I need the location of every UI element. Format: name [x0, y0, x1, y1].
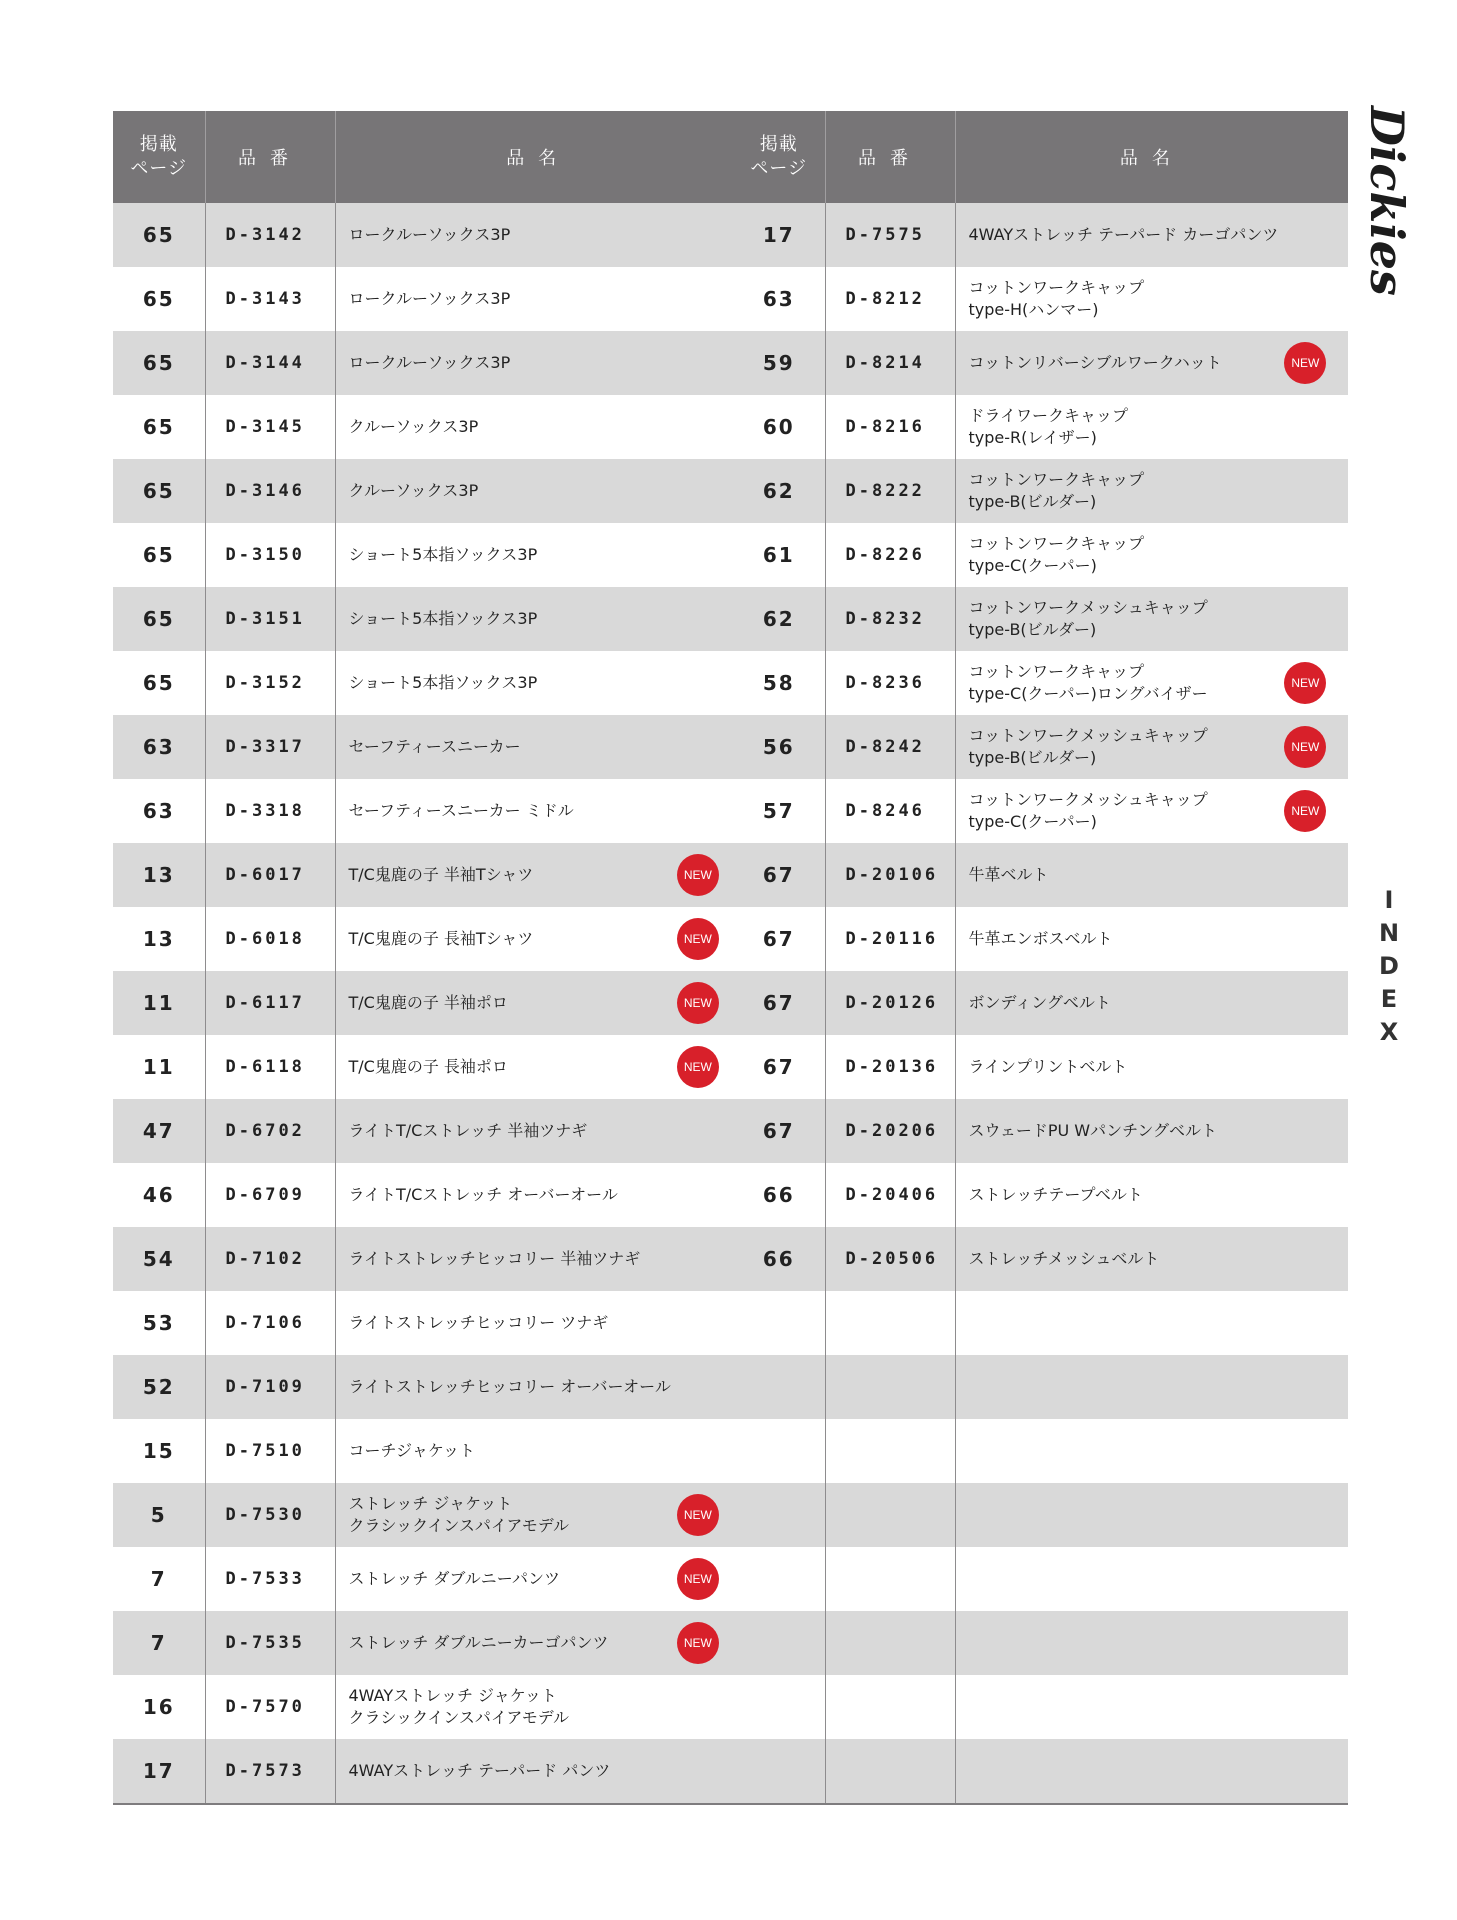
page-number-cell: 54	[113, 1227, 205, 1291]
index-table-right	[733, 111, 1348, 1805]
new-badge: NEW	[677, 1622, 719, 1664]
product-code-cell: D-20126	[825, 971, 955, 1035]
page-number-cell: 7	[113, 1611, 205, 1675]
product-code-cell: D-8246	[825, 779, 955, 843]
product-name-cell	[955, 1163, 1348, 1227]
product-name-line: type-C(クーパー)	[968, 812, 1097, 831]
product-name-cell	[955, 203, 1348, 267]
product-name-line: ロークルーソックス3P	[348, 289, 511, 308]
table-row	[733, 1035, 1348, 1099]
product-name-cell	[955, 1675, 1348, 1739]
product-name-cell	[955, 1291, 1348, 1355]
product-name-cell	[335, 1099, 741, 1163]
product-name-line: type-H(ハンマー)	[968, 300, 1099, 319]
product-code-cell	[825, 1611, 955, 1675]
product-name-cell	[335, 651, 741, 715]
table-row	[733, 1483, 1348, 1547]
table-row	[113, 331, 741, 395]
product-name-line: コットンワークキャップ	[968, 278, 1145, 297]
product-name-cell	[955, 395, 1348, 459]
product-name-line: T/C鬼鹿の子 半袖ポロ	[348, 993, 508, 1012]
product-name-cell	[335, 331, 741, 395]
new-badge: NEW	[677, 1494, 719, 1536]
product-code-cell: D-3152	[205, 651, 335, 715]
page-number-cell: 67	[733, 843, 825, 907]
page-number-cell: 46	[113, 1163, 205, 1227]
table-row	[113, 715, 741, 779]
new-badge: NEW	[1284, 790, 1326, 832]
product-name-cell	[955, 1035, 1348, 1099]
table-row	[113, 523, 741, 587]
page-number-cell: 65	[113, 331, 205, 395]
product-code-cell: D-8214	[825, 331, 955, 395]
table-row	[113, 1611, 741, 1675]
product-name-line: ライトT/Cストレッチ 半袖ツナギ	[348, 1121, 588, 1140]
product-name-cell	[335, 843, 741, 907]
header-code: 品番	[825, 111, 955, 203]
product-name-line: type-R(レイザー)	[968, 428, 1097, 447]
product-code-cell: D-7575	[825, 203, 955, 267]
table-row	[113, 1675, 741, 1739]
new-badge: NEW	[677, 1558, 719, 1600]
product-code-cell: D-6709	[205, 1163, 335, 1227]
logo-text: Dickies	[1360, 106, 1414, 296]
page-number-cell: 11	[113, 1035, 205, 1099]
page-number-cell: 56	[733, 715, 825, 779]
header-page-line1: 掲載	[759, 134, 798, 155]
table-row	[113, 1355, 741, 1419]
product-name-cell	[335, 1547, 741, 1611]
product-code-cell: D-3317	[205, 715, 335, 779]
product-name-line: T/C鬼鹿の子 半袖Tシャツ	[348, 865, 534, 884]
table-row	[733, 1163, 1348, 1227]
product-name-line: セーフティースニーカー	[348, 737, 521, 756]
header-page-line2: ページ	[750, 158, 808, 179]
product-code-cell: D-8226	[825, 523, 955, 587]
side-index-letter: E	[1380, 985, 1398, 1013]
page-number-cell: 62	[733, 459, 825, 523]
table-row	[733, 331, 1348, 395]
product-name-line: スウェードPU Wパンチングベルト	[968, 1121, 1218, 1140]
table-row	[733, 1547, 1348, 1611]
page-number-cell: 67	[733, 1099, 825, 1163]
page-number-cell: 65	[113, 523, 205, 587]
table-row	[733, 1227, 1348, 1291]
product-name-line: コーチジャケット	[348, 1441, 476, 1460]
product-name-line: ストレッチ ダブルニーカーゴパンツ	[348, 1633, 609, 1652]
product-name-cell	[335, 267, 741, 331]
table-row	[733, 523, 1348, 587]
table-row	[733, 267, 1348, 331]
product-name-cell	[335, 523, 741, 587]
dickies-logo	[1349, 100, 1429, 300]
product-name-line: クルーソックス3P	[348, 417, 479, 436]
product-name-cell	[335, 1419, 741, 1483]
product-name-line: type-C(クーパー)	[968, 556, 1097, 575]
table-row	[733, 1419, 1348, 1483]
page-number-cell: 7	[113, 1547, 205, 1611]
page-number-cell	[733, 1739, 825, 1804]
page-number-cell	[733, 1419, 825, 1483]
table-body-right	[733, 203, 1348, 1804]
product-code-cell: D-20106	[825, 843, 955, 907]
table-body-left	[113, 203, 741, 1804]
page-number-cell: 66	[733, 1227, 825, 1291]
product-code-cell: D-6017	[205, 843, 335, 907]
table-row	[733, 1611, 1348, 1675]
table-row	[113, 1035, 741, 1099]
product-name-line: T/C鬼鹿の子 長袖ポロ	[348, 1057, 508, 1076]
product-name-cell	[955, 907, 1348, 971]
product-name-line: ラインプリントベルト	[968, 1057, 1128, 1076]
product-name-cell	[955, 843, 1348, 907]
page-number-cell: 65	[113, 203, 205, 267]
product-name-cell	[335, 1739, 741, 1804]
table-row	[113, 203, 741, 267]
page-number-cell: 53	[113, 1291, 205, 1355]
product-code-cell: D-7570	[205, 1675, 335, 1739]
product-code-cell: D-7535	[205, 1611, 335, 1675]
product-name-line: T/C鬼鹿の子 長袖Tシャツ	[348, 929, 534, 948]
product-name-cell	[335, 715, 741, 779]
page-number-cell	[733, 1355, 825, 1419]
product-name-line: 牛革ベルト	[968, 865, 1049, 884]
table-row	[113, 459, 741, 523]
table-row	[733, 779, 1348, 843]
table-row	[733, 459, 1348, 523]
product-code-cell: D-6118	[205, 1035, 335, 1099]
header-page	[113, 111, 205, 203]
table-row	[113, 587, 741, 651]
product-name-cell	[955, 1099, 1348, 1163]
product-name-line: ショート5本指ソックス3P	[348, 609, 538, 628]
table-row	[733, 1291, 1348, 1355]
page-number-cell: 61	[733, 523, 825, 587]
product-code-cell	[825, 1355, 955, 1419]
header-page-line2: ページ	[130, 158, 188, 179]
product-name-line: クラシックインスパイアモデル	[348, 1516, 569, 1535]
product-code-cell: D-8216	[825, 395, 955, 459]
product-code-cell: D-7533	[205, 1547, 335, 1611]
product-name-cell	[335, 459, 741, 523]
table-row	[733, 1099, 1348, 1163]
new-badge: NEW	[677, 918, 719, 960]
product-name-line: セーフティースニーカー ミドル	[348, 801, 574, 820]
product-code-cell	[825, 1291, 955, 1355]
page-number-cell	[733, 1291, 825, 1355]
product-name-line: コットンワークキャップ	[968, 662, 1145, 681]
product-code-cell: D-20136	[825, 1035, 955, 1099]
product-name-line: コットンリバーシブルワークハット	[968, 353, 1222, 372]
product-code-cell: D-3143	[205, 267, 335, 331]
product-name-cell	[955, 1739, 1348, 1804]
product-name-cell	[335, 1675, 741, 1739]
product-code-cell: D-20116	[825, 907, 955, 971]
side-index-label	[1369, 884, 1409, 1049]
table-row	[733, 907, 1348, 971]
product-name-line: ライトストレッチヒッコリー ツナギ	[348, 1313, 609, 1332]
table-row	[733, 651, 1348, 715]
page-number-cell: 59	[733, 331, 825, 395]
product-name-cell	[335, 1227, 741, 1291]
table-row	[733, 395, 1348, 459]
page-number-cell: 66	[733, 1163, 825, 1227]
header-name: 品名	[955, 111, 1348, 203]
page-number-cell: 63	[113, 779, 205, 843]
product-name-line: コットンワークメッシュキャップ	[968, 790, 1208, 809]
product-name-line: ショート5本指ソックス3P	[348, 545, 538, 564]
table-row	[733, 1675, 1348, 1739]
product-name-cell	[335, 1611, 741, 1675]
side-index-letter: X	[1379, 1018, 1399, 1046]
product-name-cell	[955, 587, 1348, 651]
product-name-cell	[335, 1163, 741, 1227]
table-row	[733, 1739, 1348, 1804]
product-name-line: 牛革エンボスベルト	[968, 929, 1113, 948]
page-number-cell	[733, 1547, 825, 1611]
page-number-cell: 15	[113, 1419, 205, 1483]
product-name-cell	[955, 715, 1348, 779]
product-name-line: クルーソックス3P	[348, 481, 479, 500]
product-code-cell: D-3146	[205, 459, 335, 523]
product-name-line: クラシックインスパイアモデル	[348, 1708, 569, 1727]
product-name-cell	[335, 971, 741, 1035]
product-name-cell	[335, 779, 741, 843]
product-code-cell	[825, 1547, 955, 1611]
page-number-cell: 65	[113, 459, 205, 523]
table-row	[113, 651, 741, 715]
side-index-letter: N	[1378, 919, 1400, 947]
product-name-line: type-B(ビルダー)	[968, 748, 1097, 767]
table-row	[113, 1483, 741, 1547]
product-name-line: 4WAYストレッチ テーパード カーゴパンツ	[968, 225, 1279, 244]
product-code-cell: D-8212	[825, 267, 955, 331]
product-name-cell	[335, 395, 741, 459]
product-code-cell: D-20506	[825, 1227, 955, 1291]
product-name-line: ロークルーソックス3P	[348, 225, 511, 244]
page-number-cell: 67	[733, 907, 825, 971]
new-badge: NEW	[677, 982, 719, 1024]
page-number-cell: 52	[113, 1355, 205, 1419]
product-name-line: ドライワークキャップ	[968, 406, 1129, 425]
table-row	[113, 395, 741, 459]
product-name-line: type-B(ビルダー)	[968, 492, 1097, 511]
header-page	[733, 111, 825, 203]
product-name-line: ショート5本指ソックス3P	[348, 673, 538, 692]
new-badge: NEW	[1284, 726, 1326, 768]
product-name-line: 4WAYストレッチ テーパード パンツ	[348, 1761, 611, 1780]
page-number-cell: 47	[113, 1099, 205, 1163]
table-header-row	[733, 111, 1348, 203]
product-name-cell	[335, 1483, 741, 1547]
table-row	[733, 587, 1348, 651]
product-name-cell	[955, 1547, 1348, 1611]
page-number-cell: 67	[733, 971, 825, 1035]
product-name-line: ストレッチ ダブルニーパンツ	[348, 1569, 560, 1588]
product-name-line: ボンディングベルト	[968, 993, 1111, 1012]
product-name-line: type-C(クーパー)ロングバイザー	[968, 684, 1208, 703]
index-table-left	[113, 111, 741, 1805]
product-code-cell: D-7530	[205, 1483, 335, 1547]
page-number-cell: 60	[733, 395, 825, 459]
product-code-cell	[825, 1675, 955, 1739]
table-row	[733, 1355, 1348, 1419]
product-code-cell: D-6117	[205, 971, 335, 1035]
table-row	[113, 1419, 741, 1483]
product-code-cell: D-7109	[205, 1355, 335, 1419]
page-number-cell: 65	[113, 651, 205, 715]
page-number-cell: 65	[113, 267, 205, 331]
table-row	[113, 843, 741, 907]
product-name-cell	[955, 1227, 1348, 1291]
product-name-cell	[335, 1291, 741, 1355]
product-name-cell	[955, 1419, 1348, 1483]
product-name-cell	[335, 907, 741, 971]
product-name-cell	[955, 331, 1348, 395]
table-row	[733, 715, 1348, 779]
header-code: 品番	[205, 111, 335, 203]
page-number-cell: 67	[733, 1035, 825, 1099]
new-badge: NEW	[677, 854, 719, 896]
product-name-line: ストレッチ ジャケット	[348, 1494, 513, 1513]
page-number-cell: 13	[113, 843, 205, 907]
product-code-cell: D-3318	[205, 779, 335, 843]
new-badge: NEW	[1284, 662, 1326, 704]
side-index-letter: D	[1379, 952, 1399, 980]
product-name-cell	[955, 1355, 1348, 1419]
product-name-cell	[955, 523, 1348, 587]
table-row	[113, 1099, 741, 1163]
page-number-cell: 63	[113, 715, 205, 779]
page-number-cell: 17	[113, 1739, 205, 1804]
table-row	[113, 1163, 741, 1227]
product-name-line: ライトストレッチヒッコリー オーバーオール	[348, 1377, 671, 1396]
product-name-line: ストレッチテープベルト	[968, 1185, 1143, 1204]
table-row	[733, 971, 1348, 1035]
product-name-line: ロークルーソックス3P	[348, 353, 511, 372]
page-number-cell: 13	[113, 907, 205, 971]
product-name-line: コットンワークメッシュキャップ	[968, 598, 1208, 617]
product-name-cell	[335, 1355, 741, 1419]
product-code-cell: D-7106	[205, 1291, 335, 1355]
product-code-cell	[825, 1739, 955, 1804]
product-name-cell	[335, 203, 741, 267]
product-name-line: type-B(ビルダー)	[968, 620, 1097, 639]
product-name-cell	[335, 587, 741, 651]
table-row	[113, 779, 741, 843]
table-row	[733, 843, 1348, 907]
page-number-cell: 11	[113, 971, 205, 1035]
product-code-cell: D-8242	[825, 715, 955, 779]
product-code-cell: D-7573	[205, 1739, 335, 1804]
product-name-cell	[955, 459, 1348, 523]
product-code-cell: D-3142	[205, 203, 335, 267]
page-number-cell: 5	[113, 1483, 205, 1547]
product-name-line: ライトT/Cストレッチ オーバーオール	[348, 1185, 618, 1204]
new-badge: NEW	[1284, 342, 1326, 384]
table-row	[113, 1547, 741, 1611]
product-name-line: 4WAYストレッチ ジャケット	[348, 1686, 557, 1705]
product-name-line: ライトストレッチヒッコリー 半袖ツナギ	[348, 1249, 641, 1268]
product-code-cell	[825, 1483, 955, 1547]
product-code-cell: D-3144	[205, 331, 335, 395]
page-number-cell: 17	[733, 203, 825, 267]
product-code-cell: D-20406	[825, 1163, 955, 1227]
product-name-cell	[955, 651, 1348, 715]
table-row	[733, 203, 1348, 267]
page-number-cell: 65	[113, 587, 205, 651]
product-name-cell	[955, 267, 1348, 331]
product-code-cell: D-8222	[825, 459, 955, 523]
table-row	[113, 1291, 741, 1355]
page-number-cell: 58	[733, 651, 825, 715]
page-number-cell: 16	[113, 1675, 205, 1739]
product-name-cell	[955, 971, 1348, 1035]
page-number-cell: 65	[113, 395, 205, 459]
product-name-cell	[955, 779, 1348, 843]
product-code-cell: D-6702	[205, 1099, 335, 1163]
product-code-cell: D-7102	[205, 1227, 335, 1291]
product-name-line: コットンワークメッシュキャップ	[968, 726, 1208, 745]
side-index-letter: I	[1384, 886, 1394, 914]
product-name-line: ストレッチメッシュベルト	[968, 1249, 1160, 1268]
product-code-cell: D-7510	[205, 1419, 335, 1483]
table-row	[113, 1739, 741, 1804]
page-number-cell: 57	[733, 779, 825, 843]
page-number-cell	[733, 1483, 825, 1547]
product-code-cell	[825, 1419, 955, 1483]
product-name-cell	[955, 1483, 1348, 1547]
product-code-cell: D-6018	[205, 907, 335, 971]
product-code-cell: D-3150	[205, 523, 335, 587]
product-name-line: コットンワークキャップ	[968, 470, 1145, 489]
table-row	[113, 971, 741, 1035]
product-name-cell	[955, 1611, 1348, 1675]
product-code-cell: D-20206	[825, 1099, 955, 1163]
product-name-cell	[335, 1035, 741, 1099]
product-code-cell: D-8236	[825, 651, 955, 715]
table-row	[113, 267, 741, 331]
table-row	[113, 907, 741, 971]
header-page-line1: 掲載	[139, 134, 178, 155]
product-code-cell: D-8232	[825, 587, 955, 651]
product-code-cell: D-3145	[205, 395, 335, 459]
product-code-cell: D-3151	[205, 587, 335, 651]
header-name: 品名	[335, 111, 741, 203]
page-number-cell	[733, 1675, 825, 1739]
new-badge: NEW	[677, 1046, 719, 1088]
table-row	[113, 1227, 741, 1291]
page-number-cell: 63	[733, 267, 825, 331]
page-number-cell: 62	[733, 587, 825, 651]
table-header-row	[113, 111, 741, 203]
page-number-cell	[733, 1611, 825, 1675]
product-name-line: コットンワークキャップ	[968, 534, 1145, 553]
